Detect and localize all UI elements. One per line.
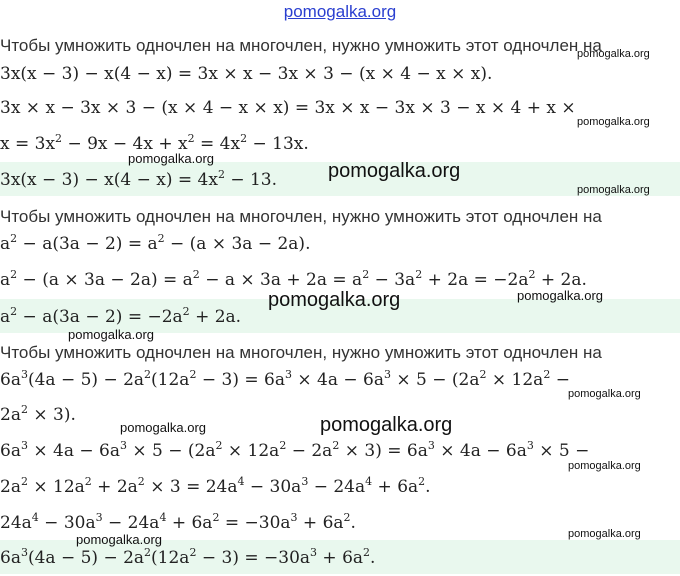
- exponent: 4: [237, 475, 245, 488]
- math-text: (12a: [151, 548, 190, 568]
- exponent: 3: [526, 439, 534, 452]
- math-text: − 24a: [102, 513, 160, 533]
- math-text: − (a × 3a − 2a).: [164, 234, 311, 254]
- math-text: × 12a: [27, 477, 85, 497]
- math-text: a: [0, 234, 11, 254]
- exponent: 2: [240, 132, 248, 145]
- exponent: 3: [20, 439, 28, 452]
- task-3-line-5: [0, 513, 356, 533]
- math-text: = −30a: [219, 513, 291, 533]
- exponent: 2: [215, 439, 223, 452]
- exponent: 2: [182, 305, 190, 318]
- task-3-line-2: [0, 405, 76, 425]
- exponent: 2: [415, 268, 423, 281]
- watermark: pomogalka.org: [577, 184, 650, 196]
- math-text: 3x(x − 3) − x(4 − x) = 3x × x − 3x × 3 − (x × 4 − x × x).: [0, 64, 493, 84]
- math-text: (12a: [151, 370, 190, 390]
- task-3-intro: Чтобы умножить одночлен на многочлен, нужно умножить этот одночлен на: [0, 343, 602, 362]
- watermark: pomogalka.org: [320, 414, 453, 436]
- exponent: 3: [20, 368, 28, 381]
- math-text: − (a × 3a − 2a) = a: [17, 270, 193, 290]
- exponent: 3: [20, 546, 28, 559]
- math-text: × 4a − 6a: [27, 441, 120, 461]
- exponent: 3: [383, 368, 391, 381]
- math-text: − a(3a − 2) = −2a: [17, 307, 183, 327]
- watermark: pomogalka.org: [577, 116, 650, 128]
- exponent: 3: [95, 511, 103, 524]
- math-text: − 3a: [369, 270, 416, 290]
- task-3-line-1: [0, 370, 570, 390]
- exponent: 2: [192, 268, 200, 281]
- math-text: × 3 = 24a: [144, 477, 238, 497]
- site-link[interactable]: pomogalka.org: [283, 2, 397, 21]
- math-text: 6a: [0, 548, 21, 568]
- math-text: − 3) = −30a: [196, 548, 311, 568]
- exponent: 2: [212, 511, 220, 524]
- math-text: .: [350, 513, 356, 533]
- exponent: 2: [362, 268, 370, 281]
- math-text: − 24a: [308, 477, 366, 497]
- math-text: (4a − 5) − 2a: [27, 370, 145, 390]
- watermark: pomogalka.org: [568, 460, 641, 472]
- math-text: + 6a: [372, 477, 419, 497]
- math-text: 3x(x − 3) − x(4 − x) = 4x: [0, 170, 218, 190]
- math-text: × 12a: [486, 370, 544, 390]
- exponent: 4: [159, 511, 167, 524]
- exponent: 2: [189, 546, 197, 559]
- math-text: 24a: [0, 513, 32, 533]
- math-text: 3x × x − 3x × 3 − (x × 4 − x × x) = 3x × x − 3x × 3 − x × 4 + x ×: [0, 98, 576, 118]
- math-text: a: [0, 270, 11, 290]
- exponent: 2: [144, 368, 152, 381]
- math-text: a: [0, 307, 11, 327]
- task-1-intro: Чтобы умножить одночлен на многочлен, нужно умножить этот одночлен на: [0, 36, 602, 55]
- math-text: + 2a: [91, 477, 138, 497]
- task-2-line-1: [0, 234, 310, 254]
- math-text: − 9x − 4x + x: [62, 134, 188, 154]
- math-text: − a × 3a + 2a = a: [199, 270, 363, 290]
- watermark: pomogalka.org: [568, 388, 641, 400]
- exponent: 3: [427, 439, 435, 452]
- exponent: 2: [363, 546, 371, 559]
- math-text: .: [370, 548, 376, 568]
- exponent: 2: [189, 368, 197, 381]
- math-text: + 2a = −2a: [422, 270, 529, 290]
- watermark: pomogalka.org: [68, 327, 154, 342]
- math-text: + 6a: [317, 548, 364, 568]
- math-text: × 4a − 6a: [291, 370, 384, 390]
- math-text: − a(3a − 2) = a: [17, 234, 158, 254]
- watermark: pomogalka.org: [517, 288, 603, 303]
- math-text: × 4a − 6a: [434, 441, 527, 461]
- math-text: + 2a.: [189, 307, 242, 327]
- exponent: 3: [290, 511, 298, 524]
- exponent: 2: [137, 475, 145, 488]
- math-text: 2a: [0, 477, 21, 497]
- math-text: −: [550, 370, 570, 390]
- math-text: + 2a.: [535, 270, 587, 290]
- math-text: x = 3x: [0, 134, 56, 154]
- math-text: − 30a: [244, 477, 302, 497]
- exponent: 2: [144, 546, 152, 559]
- exponent: 3: [310, 546, 318, 559]
- task-3-line-4: [0, 477, 431, 497]
- math-text: + 6a: [166, 513, 213, 533]
- exponent: 2: [343, 511, 351, 524]
- task-1-line-1: [0, 64, 492, 84]
- watermark: pomogalka.org: [128, 151, 214, 166]
- exponent: 2: [20, 475, 28, 488]
- exponent: 2: [20, 403, 28, 416]
- math-text: − 30a: [38, 513, 96, 533]
- exponent: 4: [31, 511, 39, 524]
- exponent: 2: [217, 168, 225, 181]
- watermark: pomogalka.org: [76, 532, 162, 547]
- exponent: 3: [284, 368, 292, 381]
- math-text: × 3) = 6a: [339, 441, 428, 461]
- exponent: 2: [10, 268, 18, 281]
- task-1-answer: [0, 170, 277, 190]
- exponent: 3: [119, 439, 127, 452]
- task-3-line-3: [0, 441, 589, 461]
- math-text: 6a: [0, 441, 21, 461]
- math-text: − 13x.: [247, 134, 309, 154]
- watermark: pomogalka.org: [120, 420, 206, 435]
- math-text: − 2a: [286, 441, 333, 461]
- exponent: 2: [418, 475, 426, 488]
- exponent: 2: [10, 305, 18, 318]
- math-text: (4a − 5) − 2a: [27, 548, 145, 568]
- task-3-answer: [0, 548, 375, 568]
- task-2-line-2: [0, 270, 587, 290]
- math-text: − 13.: [224, 170, 278, 190]
- exponent: 2: [279, 439, 287, 452]
- math-text: × 5 − (2a: [126, 441, 216, 461]
- exponent: 2: [10, 232, 18, 245]
- watermark: pomogalka.org: [328, 160, 461, 182]
- math-text: 6a: [0, 370, 21, 390]
- watermark: pomogalka.org: [568, 528, 641, 540]
- exponent: 2: [479, 368, 487, 381]
- task-2-answer: [0, 307, 241, 327]
- math-text: = 4x: [194, 134, 241, 154]
- exponent: 2: [332, 439, 340, 452]
- exponent: 2: [187, 132, 195, 145]
- exponent: 2: [543, 368, 551, 381]
- math-text: 2a: [0, 405, 21, 425]
- exponent: 2: [528, 268, 536, 281]
- task-2-intro: Чтобы умножить одночлен на многочлен, нужно умножить этот одночлен на: [0, 207, 602, 226]
- watermark: pomogalka.org: [577, 48, 650, 60]
- task-1-line-2: [0, 98, 576, 118]
- exponent: 4: [365, 475, 373, 488]
- exponent: 2: [55, 132, 63, 145]
- math-text: × 5 − (2a: [390, 370, 480, 390]
- math-text: .: [425, 477, 431, 497]
- exponent: 3: [301, 475, 309, 488]
- math-text: × 12a: [222, 441, 280, 461]
- watermark: pomogalka.org: [268, 289, 401, 311]
- exponent: 2: [84, 475, 92, 488]
- math-text: × 5 −: [533, 441, 590, 461]
- math-text: − 3) = 6a: [196, 370, 285, 390]
- math-text: + 6a: [297, 513, 344, 533]
- exponent: 2: [157, 232, 165, 245]
- math-text: × 3).: [27, 405, 76, 425]
